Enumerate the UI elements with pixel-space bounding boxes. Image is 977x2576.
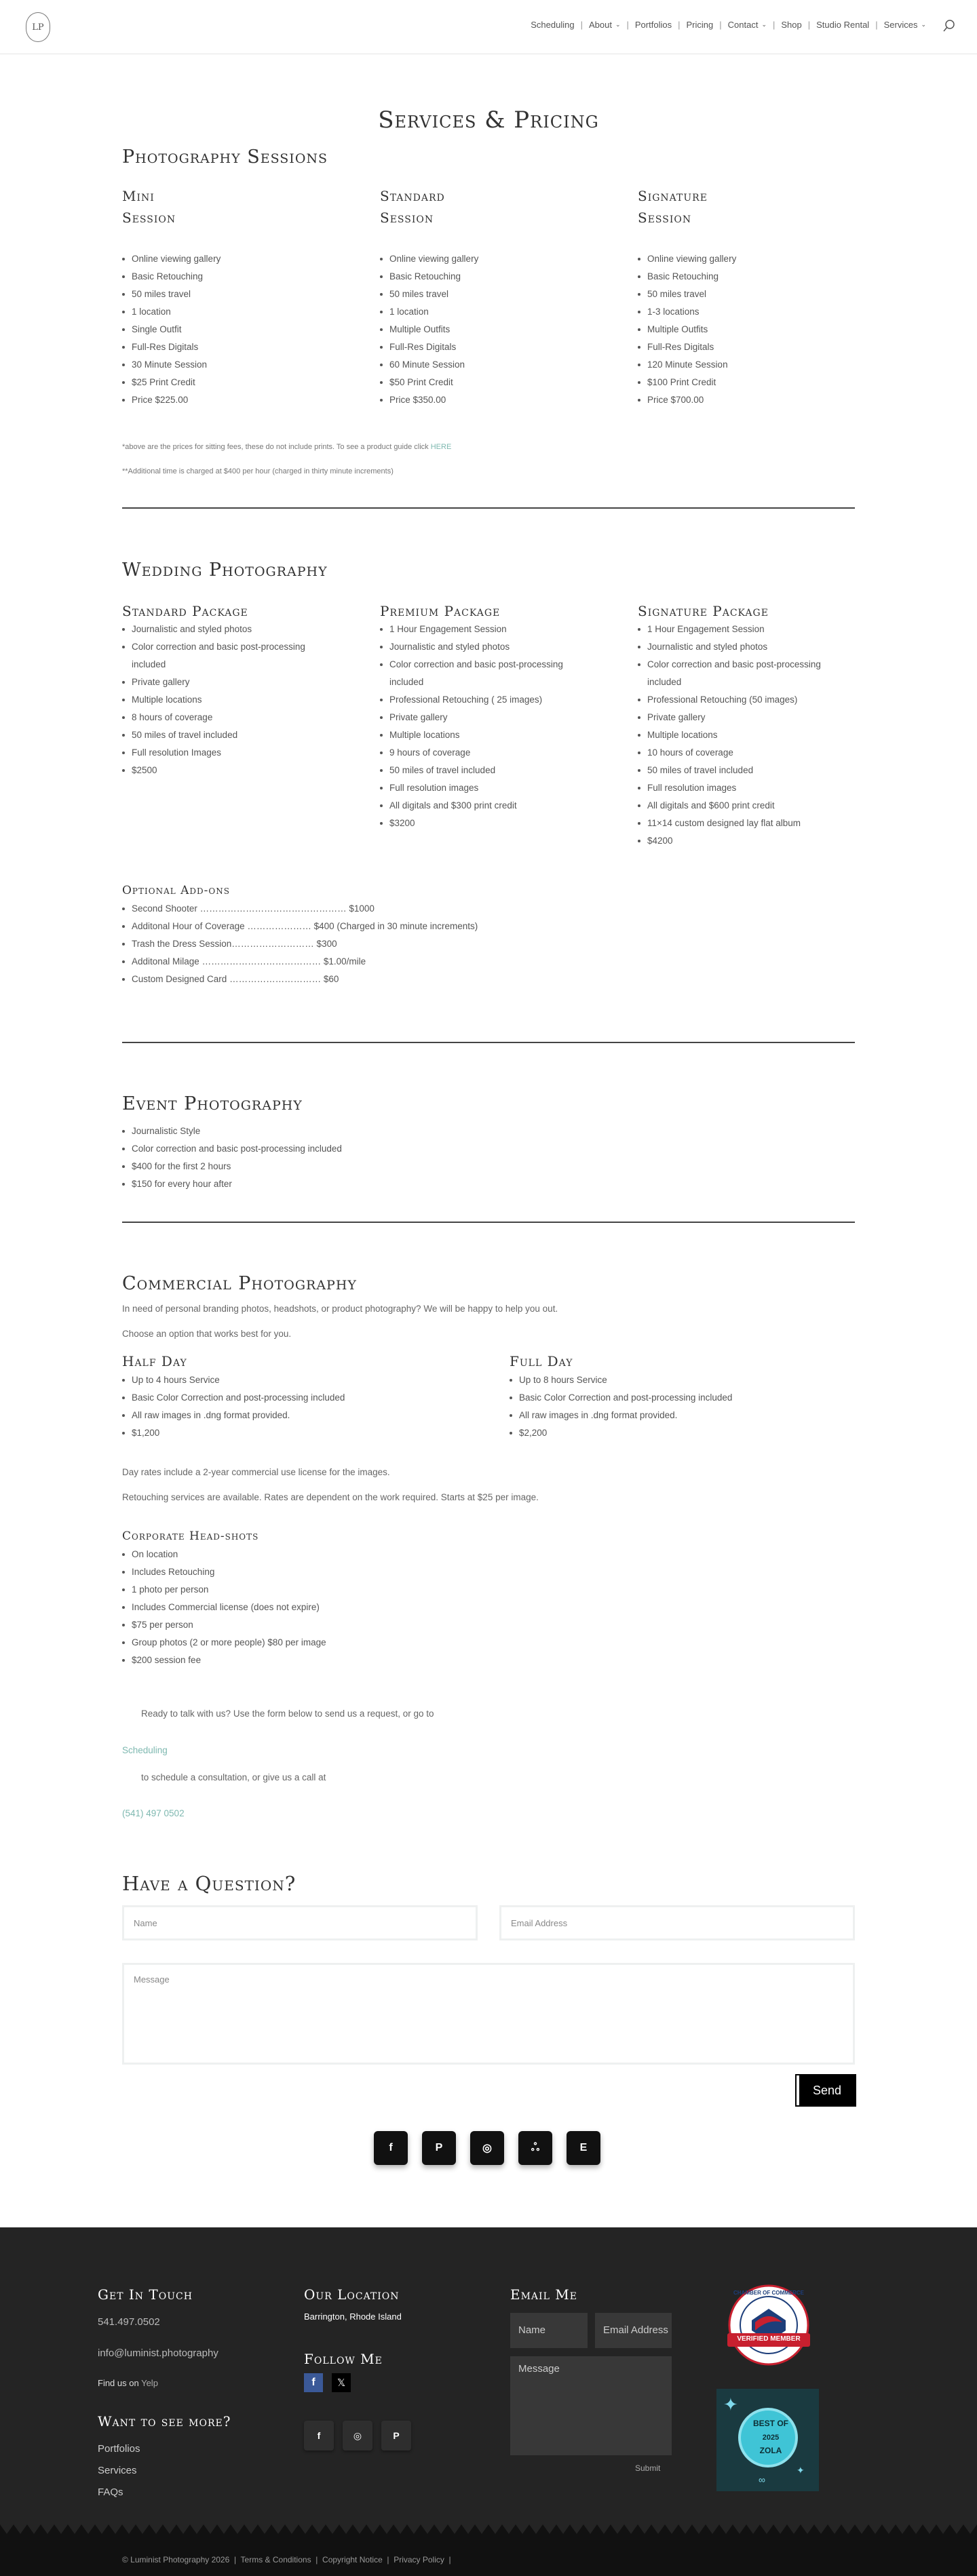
list-item: Basic Color Correction and post-processing included	[122, 1389, 488, 1407]
list-item: $75 per person	[122, 1616, 597, 1634]
addons-list	[122, 900, 597, 988]
list-item: $2,200	[510, 1424, 855, 1442]
footer-message-input[interactable]: Message	[510, 2356, 672, 2455]
nav-separator: |	[875, 20, 878, 30]
list-item: Professional Retouching ( 25 images)	[380, 691, 590, 709]
site-logo[interactable]: LP	[26, 12, 50, 42]
commercial-intro-2: Choose an option that works best for you.	[122, 1329, 292, 1339]
commercial-intro-1: In need of personal branding photos, headshots, or product photography? We will be happy to help you out.	[122, 1304, 558, 1314]
nav-item-about[interactable]	[589, 20, 621, 30]
divider	[122, 507, 855, 509]
session-list	[380, 250, 583, 409]
nav-item-studio-rental[interactable]	[816, 20, 869, 30]
list-item: Private gallery	[380, 709, 590, 726]
list-item: Color correction and basic post-processing included	[122, 638, 332, 674]
chevron-down-icon: ⌄	[761, 21, 767, 28]
list-item: Multiple locations	[380, 726, 590, 744]
list-item: 50 miles travel	[122, 286, 326, 303]
list-item: 60 Minute Session	[380, 356, 583, 374]
list-item: Price $225.00	[122, 391, 326, 409]
package-title: Standard Package	[122, 603, 248, 619]
list-item: $100 Print Credit	[638, 374, 841, 391]
wedding-heading: Wedding Photography	[122, 560, 328, 581]
chamber-badge[interactable]	[718, 2283, 820, 2371]
cta-line-2: to schedule a consultation, or give us a call at	[141, 1772, 326, 1782]
list-item: $1,200	[122, 1424, 488, 1442]
instagram-icon[interactable]: ◎	[470, 2131, 504, 2165]
list-item: 10 hours of coverage	[638, 744, 848, 762]
email-input[interactable]: Email Address	[499, 1905, 855, 1940]
separator: |	[311, 2555, 323, 2564]
cta-line-1: Ready to talk with us? Use the form below to send us a request, or go to	[141, 1709, 434, 1719]
separator: |	[444, 2555, 451, 2564]
nav-label: Studio Rental	[816, 20, 870, 30]
list-item: Color correction and basic post-processing included	[380, 656, 590, 691]
commercial-heading: Commercial Photography	[122, 1273, 357, 1294]
name-input[interactable]: Name	[122, 1905, 478, 1940]
pinterest-icon[interactable]: P	[381, 2421, 411, 2451]
phone-link[interactable]: (541) 497 0502	[122, 1808, 185, 1818]
list-item: 120 Minute Session	[638, 356, 841, 374]
nav-item-contact[interactable]	[728, 20, 767, 30]
list-item: $3200	[380, 815, 590, 832]
etsy-icon[interactable]: E	[567, 2131, 600, 2165]
list-item: Full-Res Digitals	[380, 338, 583, 356]
half-day-list	[122, 1371, 488, 1442]
nav-separator: |	[678, 20, 681, 30]
bottom-bar	[0, 2540, 977, 2576]
list-item: Online viewing gallery	[380, 250, 583, 268]
infinity-icon: ∞	[759, 2474, 765, 2485]
snapchat-icon[interactable]: ஃ	[518, 2131, 552, 2165]
full-day-list	[510, 1371, 855, 1442]
session-subtitle: Session	[638, 210, 692, 226]
session-list	[122, 250, 326, 409]
list-item: $200 session fee	[122, 1652, 597, 1669]
list-item: Group photos (2 or more people) $80 per image	[122, 1634, 597, 1652]
addon-item: Additonal Hour of Coverage ………………… $400 (Charged in 30 minute increments)	[122, 918, 597, 935]
addon-item: Additonal Milage ………………………………… $1.00/mile	[122, 953, 597, 971]
zola-year: 2025	[762, 2434, 780, 2442]
session-title: Standard	[380, 188, 445, 204]
nav-separator: |	[772, 20, 775, 30]
list-item: Full-Res Digitals	[122, 338, 326, 356]
list-item: Private gallery	[122, 674, 332, 691]
package-list	[380, 621, 590, 832]
nav-separator: |	[719, 20, 722, 30]
footer-phone[interactable]: 541.497.0502	[98, 2316, 160, 2328]
follow-title: Follow Me	[304, 2351, 383, 2367]
site-footer	[0, 2227, 977, 2576]
zola-badge[interactable]	[716, 2389, 819, 2491]
session-list	[638, 250, 841, 409]
facebook-icon[interactable]: f	[374, 2131, 408, 2165]
nav-separator: |	[580, 20, 583, 30]
nav-label: Contact	[727, 20, 759, 30]
footer-link-portfolios[interactable]: Portfolios	[98, 2443, 140, 2455]
yelp-line: Find us on Yelp	[98, 2378, 158, 2388]
x-twitter-icon[interactable]: 𝕏	[332, 2373, 351, 2392]
list-item: Online viewing gallery	[122, 250, 326, 268]
site-header	[0, 0, 977, 54]
list-item: Journalistic and styled photos	[122, 621, 332, 638]
location-title: Our Location	[304, 2286, 400, 2303]
sessions-note-2: **Additional time is charged at $400 per hour (charged in thirty minute increments)	[122, 467, 394, 475]
verified-member-label: VERIFIED MEMBER	[737, 2335, 801, 2343]
list-item: Price $700.00	[638, 391, 841, 409]
list-item: Private gallery	[638, 709, 848, 726]
list-item: Color correction and basic post-processing included	[122, 1140, 597, 1158]
list-item: 1 Hour Engagement Session	[380, 621, 590, 638]
session-subtitle: Session	[122, 210, 176, 226]
list-item: 1 Hour Engagement Session	[638, 621, 848, 638]
nav-item-pricing[interactable]	[686, 20, 713, 30]
nav-label: Services	[883, 20, 918, 30]
package-title: Premium Package	[380, 603, 501, 619]
commercial-note-1: Day rates include a 2-year commercial use license for the images.	[122, 1467, 390, 1477]
yelp-link[interactable]: Yelp	[141, 2378, 158, 2388]
list-item: 50 miles travel	[638, 286, 841, 303]
half-day-title: Half Day	[122, 1353, 187, 1369]
addon-item: Trash the Dress Session……………………… $300	[122, 935, 597, 953]
search-icon[interactable]	[942, 18, 957, 33]
list-item: Up to 4 hours Service	[122, 1371, 488, 1389]
corporate-list	[122, 1546, 597, 1669]
list-item: $150 for every hour after	[122, 1175, 597, 1193]
best-of-label: BEST OF	[752, 2419, 788, 2428]
list-item: All raw images in .dng format provided.	[510, 1407, 855, 1424]
question-heading: Have a Question?	[122, 1872, 296, 1895]
sparkle-icon: ✦	[797, 2465, 805, 2476]
page-title: Services & Pricing	[378, 106, 599, 134]
nav-item-portfolios[interactable]	[635, 20, 672, 30]
separator: |	[382, 2555, 394, 2564]
list-item: Includes Commercial license (does not expire)	[122, 1599, 597, 1616]
package-list	[122, 621, 332, 779]
list-item: Basic Retouching	[638, 268, 841, 286]
footer-email-input[interactable]: Email Address	[595, 2313, 672, 2348]
message-textarea[interactable]: Message	[122, 1963, 855, 2065]
list-item: $4200	[638, 832, 848, 850]
footer-submit-button[interactable]: Submit	[635, 2463, 661, 2473]
session-title: Signature	[638, 188, 708, 204]
list-item: $25 Print Credit	[122, 374, 326, 391]
list-item: Journalistic and styled photos	[380, 638, 590, 656]
event-list	[122, 1123, 597, 1193]
instagram-icon[interactable]: ◎	[343, 2421, 372, 2451]
list-item: All raw images in .dng format provided.	[122, 1407, 488, 1424]
nav-item-services[interactable]	[884, 20, 926, 30]
send-button[interactable]: Send	[797, 2075, 855, 2105]
photo-sessions-heading: Photography Sessions	[122, 147, 328, 168]
nav-item-scheduling[interactable]	[531, 20, 574, 30]
bottom-link[interactable]: Copyright Notice	[322, 2555, 383, 2564]
list-item: $400 for the first 2 hours	[122, 1158, 597, 1175]
footer-divider	[0, 2524, 977, 2541]
list-item: Online viewing gallery	[638, 250, 841, 268]
list-item: Color correction and basic post-processing included	[638, 656, 848, 691]
list-item: 50 miles of travel included	[638, 762, 848, 779]
list-item: 8 hours of coverage	[122, 709, 332, 726]
event-heading: Event Photography	[122, 1093, 303, 1114]
list-item: 1 location	[122, 303, 326, 321]
bottom-link[interactable]: Terms & Conditions	[240, 2555, 311, 2564]
list-item: 9 hours of coverage	[380, 744, 590, 762]
nav-separator: |	[626, 20, 629, 30]
list-item: Multiple locations	[638, 726, 848, 744]
location-text: Barrington, Rhode Island	[304, 2311, 402, 2322]
list-item: Includes Retouching	[122, 1563, 597, 1581]
bottom-link[interactable]: Privacy Policy	[394, 2555, 444, 2564]
list-item: $50 Print Credit	[380, 374, 583, 391]
divider	[122, 1222, 855, 1223]
product-guide-link[interactable]: HERE	[430, 443, 452, 451]
list-item: 1-3 locations	[638, 303, 841, 321]
corporate-heading: Corporate Head-shots	[122, 1529, 259, 1543]
list-item: All digitals and $300 print credit	[380, 797, 590, 815]
main-nav	[531, 20, 926, 30]
chevron-down-icon: ⌄	[615, 21, 621, 28]
nav-label: About	[588, 20, 612, 30]
nav-label: Scheduling	[531, 20, 575, 30]
list-item: Journalistic and styled photos	[638, 638, 848, 656]
list-item: Multiple Outfits	[380, 321, 583, 338]
list-item: Professional Retouching (50 images)	[638, 691, 848, 709]
pinterest-icon[interactable]: P	[422, 2131, 456, 2165]
list-item: Full resolution images	[380, 779, 590, 797]
nav-label: Pricing	[686, 20, 714, 30]
list-item: Basic Retouching	[122, 268, 326, 286]
nav-separator: |	[807, 20, 811, 30]
facebook-icon[interactable]: f	[304, 2421, 334, 2451]
zola-label: ZOLA	[759, 2446, 782, 2455]
addons-heading: Optional Add-ons	[122, 884, 230, 897]
commercial-note-2: Retouching services are available. Rates are dependent on the work required. Starts at $25 per image.	[122, 1492, 539, 1502]
list-item: Basic Color Correction and post-processing included	[510, 1389, 855, 1407]
see-more-title: Want to see more?	[98, 2413, 231, 2429]
session-subtitle: Session	[380, 210, 434, 226]
list-item: 1 location	[380, 303, 583, 321]
list-item: Single Outfit	[122, 321, 326, 338]
addon-item: Custom Designed Card ………………………… $60	[122, 971, 597, 988]
copyright-line	[122, 2555, 451, 2564]
footer-link-faqs[interactable]: FAQs	[98, 2486, 123, 2498]
separator: |	[229, 2555, 241, 2564]
list-item: Basic Retouching	[380, 268, 583, 286]
list-item: Journalistic Style	[122, 1123, 597, 1140]
addon-item: Second Shooter ………………………………………… $1000	[122, 900, 597, 918]
get-in-touch-title: Get In Touch	[98, 2286, 193, 2303]
full-day-title: Full Day	[510, 1353, 573, 1369]
divider	[122, 1042, 855, 1043]
session-title: Mini	[122, 188, 155, 204]
list-item: 1 photo per person	[122, 1581, 597, 1599]
footer-link-services[interactable]: Services	[98, 2465, 137, 2476]
list-item: 50 miles travel	[380, 286, 583, 303]
sparkle-icon: ✦	[723, 2394, 738, 2415]
footer-email[interactable]: info@luminist.photography	[98, 2347, 218, 2359]
list-item: Multiple Outfits	[638, 321, 841, 338]
list-item: Full resolution images	[638, 779, 848, 797]
footer-name-input[interactable]: Name	[510, 2313, 588, 2348]
list-item: 30 Minute Session	[122, 356, 326, 374]
list-item: 11×14 custom designed lay flat album	[638, 815, 848, 832]
facebook-icon[interactable]: f	[304, 2373, 323, 2392]
chevron-down-icon: ⌄	[921, 21, 926, 28]
list-item: Full-Res Digitals	[638, 338, 841, 356]
list-item: Up to 8 hours Service	[510, 1371, 855, 1389]
list-item: 50 miles of travel included	[122, 726, 332, 744]
list-item: 50 miles of travel included	[380, 762, 590, 779]
package-title: Signature Package	[638, 603, 769, 619]
zigzag-shape	[0, 2524, 977, 2541]
list-item: All digitals and $600 print credit	[638, 797, 848, 815]
chamber-label: CHAMBER OF COMMERCE	[733, 2290, 804, 2296]
email-me-title: Email Me	[510, 2286, 577, 2303]
list-item: On location	[122, 1546, 597, 1563]
list-item: Multiple locations	[122, 691, 332, 709]
list-item: Price $350.00	[380, 391, 583, 409]
scheduling-link[interactable]: Scheduling	[122, 1745, 168, 1755]
list-item: Full resolution Images	[122, 744, 332, 762]
package-list	[638, 621, 848, 850]
nav-label: Shop	[781, 20, 802, 30]
chamber-badge-icon	[718, 2283, 820, 2371]
list-item: $2500	[122, 762, 332, 779]
nav-item-shop[interactable]	[781, 20, 801, 30]
copyright-text: © Luminist Photography 2026	[122, 2555, 230, 2564]
nav-label: Portfolios	[634, 20, 672, 30]
sessions-note-1: *above are the prices for sitting fees, these do not include prints. To see a product guide click HERE	[122, 443, 452, 451]
